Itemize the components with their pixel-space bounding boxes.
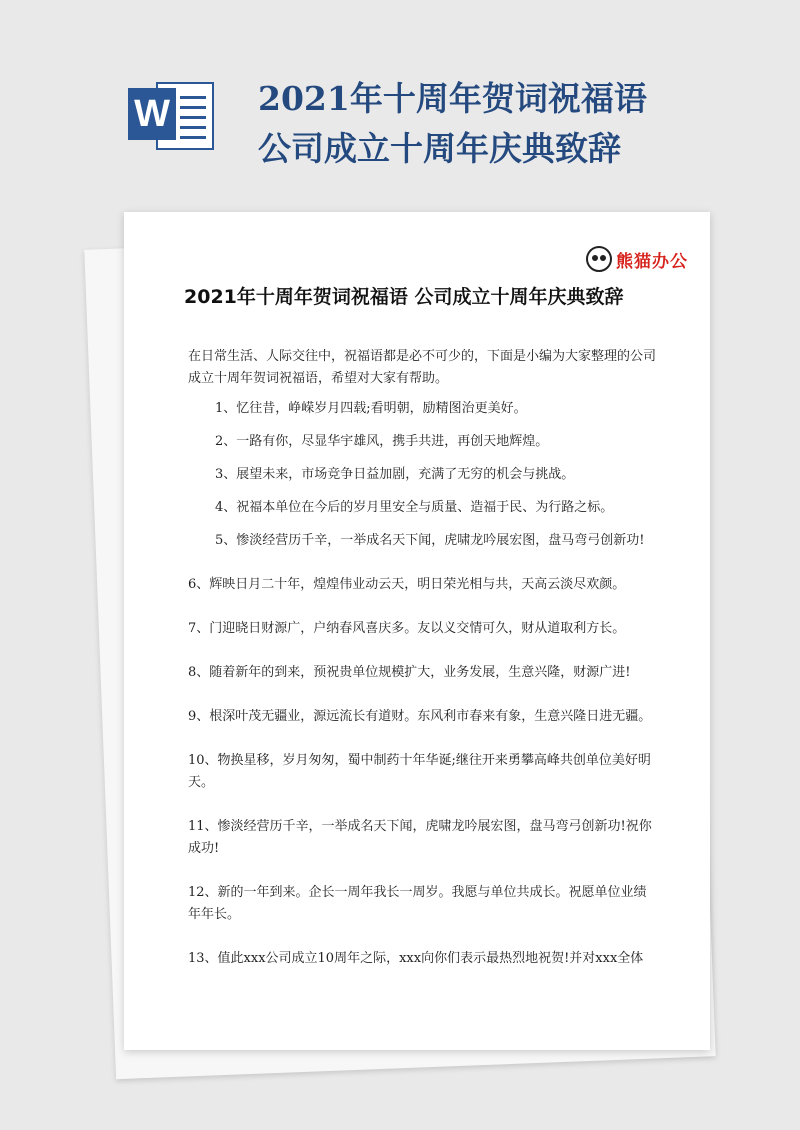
word-badge: W xyxy=(128,88,176,140)
brand-logo xyxy=(586,244,688,274)
banner-header xyxy=(0,0,800,200)
list-item: 12、新的一年到来。企长一周年我长一周岁。我愿与单位共成长。祝愿单位业绩年年长。 xyxy=(188,885,647,922)
panda-icon xyxy=(586,246,612,272)
list-item: 7、门迎晓日财源广，户纳春风喜庆多。友以义交情可久，财从道取利方长。 xyxy=(188,621,626,636)
word-document-icon xyxy=(128,78,216,152)
document-title: 2021年十周年贺词祝福语 公司成立十周年庆典致辞 xyxy=(184,286,624,308)
list-item: 6、辉映日月二十年，煌煌伟业动云天，明日荣光相与共，天高云淡尽欢颜。 xyxy=(188,577,626,592)
list-item: 2、一路有你，尽显华宇雄风，携手共进，再创天地辉煌。 xyxy=(215,434,549,449)
list-item: 10、物换星移，岁月匆匆，蜀中制药十年华诞;继往开来勇攀高峰共创单位美好明天。 xyxy=(188,753,651,790)
list-item: 13、值此xxx公司成立10周年之际，xxx向你们表示最热烈地祝贺!并对xxx全体 xyxy=(188,951,644,966)
brand-name: 熊猫办公 xyxy=(616,251,688,271)
list-item: 8、随着新年的到来，预祝贵单位规模扩大，业务发展，生意兴隆，财源广进! xyxy=(188,665,631,680)
banner-title xyxy=(258,74,647,174)
list-item: 3、展望未来，市场竞争日益加剧，充满了无穷的机会与挑战。 xyxy=(215,467,575,482)
banner-title-line2: 公司成立十周年庆典致辞 xyxy=(258,129,621,168)
list-item: 11、惨淡经营历千辛，一举成名天下闻，虎啸龙吟展宏图，盘马弯弓创新功!祝你成功! xyxy=(188,819,652,856)
banner-title-line1: 2021年十周年贺词祝福语 xyxy=(258,79,647,118)
list-item: 9、根深叶茂无疆业，源远流长有道财。东风利市春来有象，生意兴隆日进无疆。 xyxy=(188,709,652,724)
document-body xyxy=(188,346,658,970)
document-page xyxy=(124,212,710,1050)
list-item: 5、惨淡经营历千辛，一举成名天下闻，虎啸龙吟展宏图，盘马弯弓创新功! xyxy=(215,533,645,548)
intro-paragraph: 在日常生活、人际交往中，祝福语都是必不可少的，下面是小编为大家整理的公司成立十周年贺词祝福语，希望对大家有帮助。 xyxy=(188,349,657,386)
list-item: 1、忆往昔，峥嵘岁月四载;看明朝，励精图治更美好。 xyxy=(215,401,527,416)
list-item: 4、祝福本单位在今后的岁月里安全与质量、造福于民、为行路之标。 xyxy=(215,500,614,515)
